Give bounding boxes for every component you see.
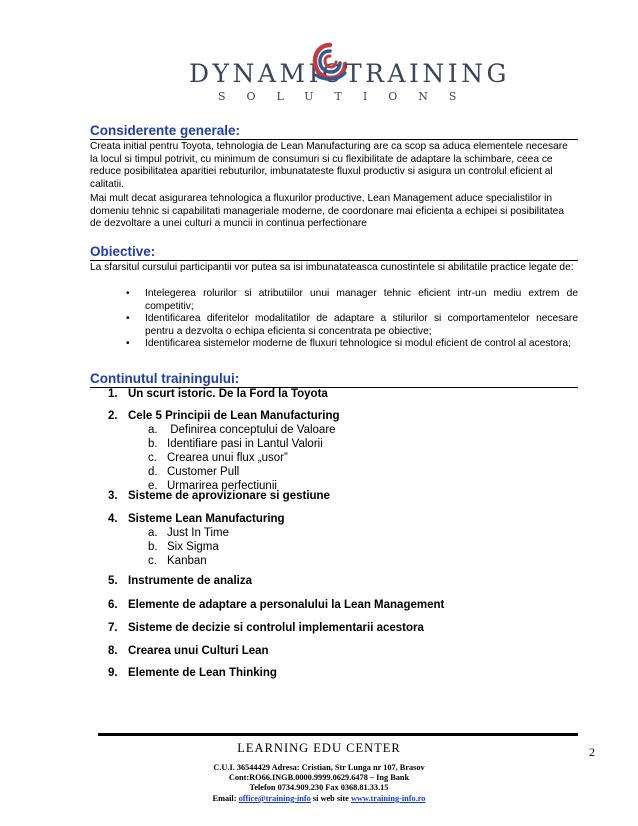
footer-phone: Telefon 0734.909.230 Fax 0368.81.33.15	[249, 783, 389, 792]
section-title-content: Continutul trainingului:	[90, 371, 578, 388]
section-title-objectives: Obiective:	[90, 244, 578, 261]
logo-text-left: DYNAMIC	[189, 59, 345, 88]
footer-company-id: C.U.I. 36544429 Adresa: Cristian, Str Lunga nr 107, Brasov	[213, 763, 425, 772]
list-item: 3. Sisteme de aprovizionare si gestiune	[108, 490, 330, 502]
list-item: • Identificarea diferitelor modalitatilor de adaptare a stilurilor si comportamentelor necesare pentru a dezvolta o echipa eficienta si concentrata pe obiective;	[126, 313, 578, 337]
general-paragraph-2: Mai mult decat asigurarea tehnologica a fluxurilor productive, Lean Management aduce specialistilor in domeniu tehnic si capabilitati manageriale moderne, de coordonare mai eficienta a echipei si posibilitatea de dezvoltare a unei culturi a muncii in continua perfectionare	[90, 193, 564, 230]
page-number: 2	[589, 745, 595, 759]
bullet-icon: •	[126, 313, 130, 325]
list-item: b. Six Sigma	[148, 541, 219, 553]
footer-divider	[98, 733, 578, 736]
list-item: a. Just In Time	[148, 527, 229, 539]
footer-contact	[0, 794, 638, 804]
email-label: Email:	[212, 794, 239, 803]
footer-title: LEARNING EDU CENTER	[237, 741, 401, 755]
bullet-icon: •	[126, 288, 130, 299]
email-link[interactable]: office@training-info	[238, 794, 311, 803]
company-logo	[0, 38, 638, 108]
objectives-intro: La sfarsitul cursului participantii vor putea sa isi imbunatateasca cunostintele si abilitatile practice legate de:	[90, 262, 574, 273]
bullet-icon: •	[126, 338, 130, 350]
section-title-general: Considerente generale:	[90, 123, 578, 140]
footer-bank-account: Cont:RO66.INGB.0000.9999.0629.6478 – Ing Bank	[228, 773, 410, 782]
logo-text-right: TRAINING	[345, 59, 511, 88]
objectives-list	[126, 288, 578, 351]
logo-subtitle: SOLUTIONS	[218, 90, 478, 103]
list-item: a. Definirea conceptului de Valoare	[148, 424, 336, 436]
list-item: c. Kanban	[148, 555, 207, 567]
list-item: 1. Un scurt istoric. De la Ford la Toyota	[108, 388, 328, 400]
list-item: 6. Elemente de adaptare a personalului la Lean Management	[108, 599, 445, 611]
list-item: 5. Instrumente de analiza	[108, 575, 252, 587]
list-item: 9. Elemente de Lean Thinking	[108, 667, 277, 679]
list-item: e. Urmarirea perfectiunii	[148, 480, 277, 492]
list-item: d. Customer Pull	[148, 466, 240, 478]
list-item: 8. Crearea unui Culturi Lean	[108, 645, 269, 657]
web-label: si web site	[310, 794, 351, 803]
list-item: 4. Sisteme Lean Manufacturing	[108, 513, 285, 525]
list-item: 7. Sisteme de decizie si controlul implementarii acestora	[108, 622, 424, 634]
swirl-logo-icon	[312, 42, 348, 82]
website-link[interactable]: www.training-info.ro	[350, 794, 426, 803]
list-item: • Identificarea sistemelor moderne de fluxuri tehnologice si modul eficient de control al acestora;	[126, 338, 571, 350]
list-item: • Intelegerea rolurilor si atributiilor unui manager tehnic eficient intr-un mediu extrem de competitiv;	[126, 288, 578, 312]
list-item: 2. Cele 5 Principii de Lean Manufacturing	[108, 410, 340, 422]
list-item: b. Identifiare pasi in Lantul Valorii	[148, 438, 323, 450]
list-item: c. Crearea unui flux „usor”	[148, 452, 288, 464]
general-paragraph-1: Creata initial pentru Toyota, tehnologia de Lean Manufacturing are ca scop sa aduca elementele necesare la locul si timpul potrivit, cu minimum de consumuri si cu flexibilitate de adaptare la schimbare, ceea ce reduce posibilitatea aparitiei rebuturilor, imbunatateste fluxul productiv si asigura un controlul eficient al calitatii.	[90, 141, 568, 190]
